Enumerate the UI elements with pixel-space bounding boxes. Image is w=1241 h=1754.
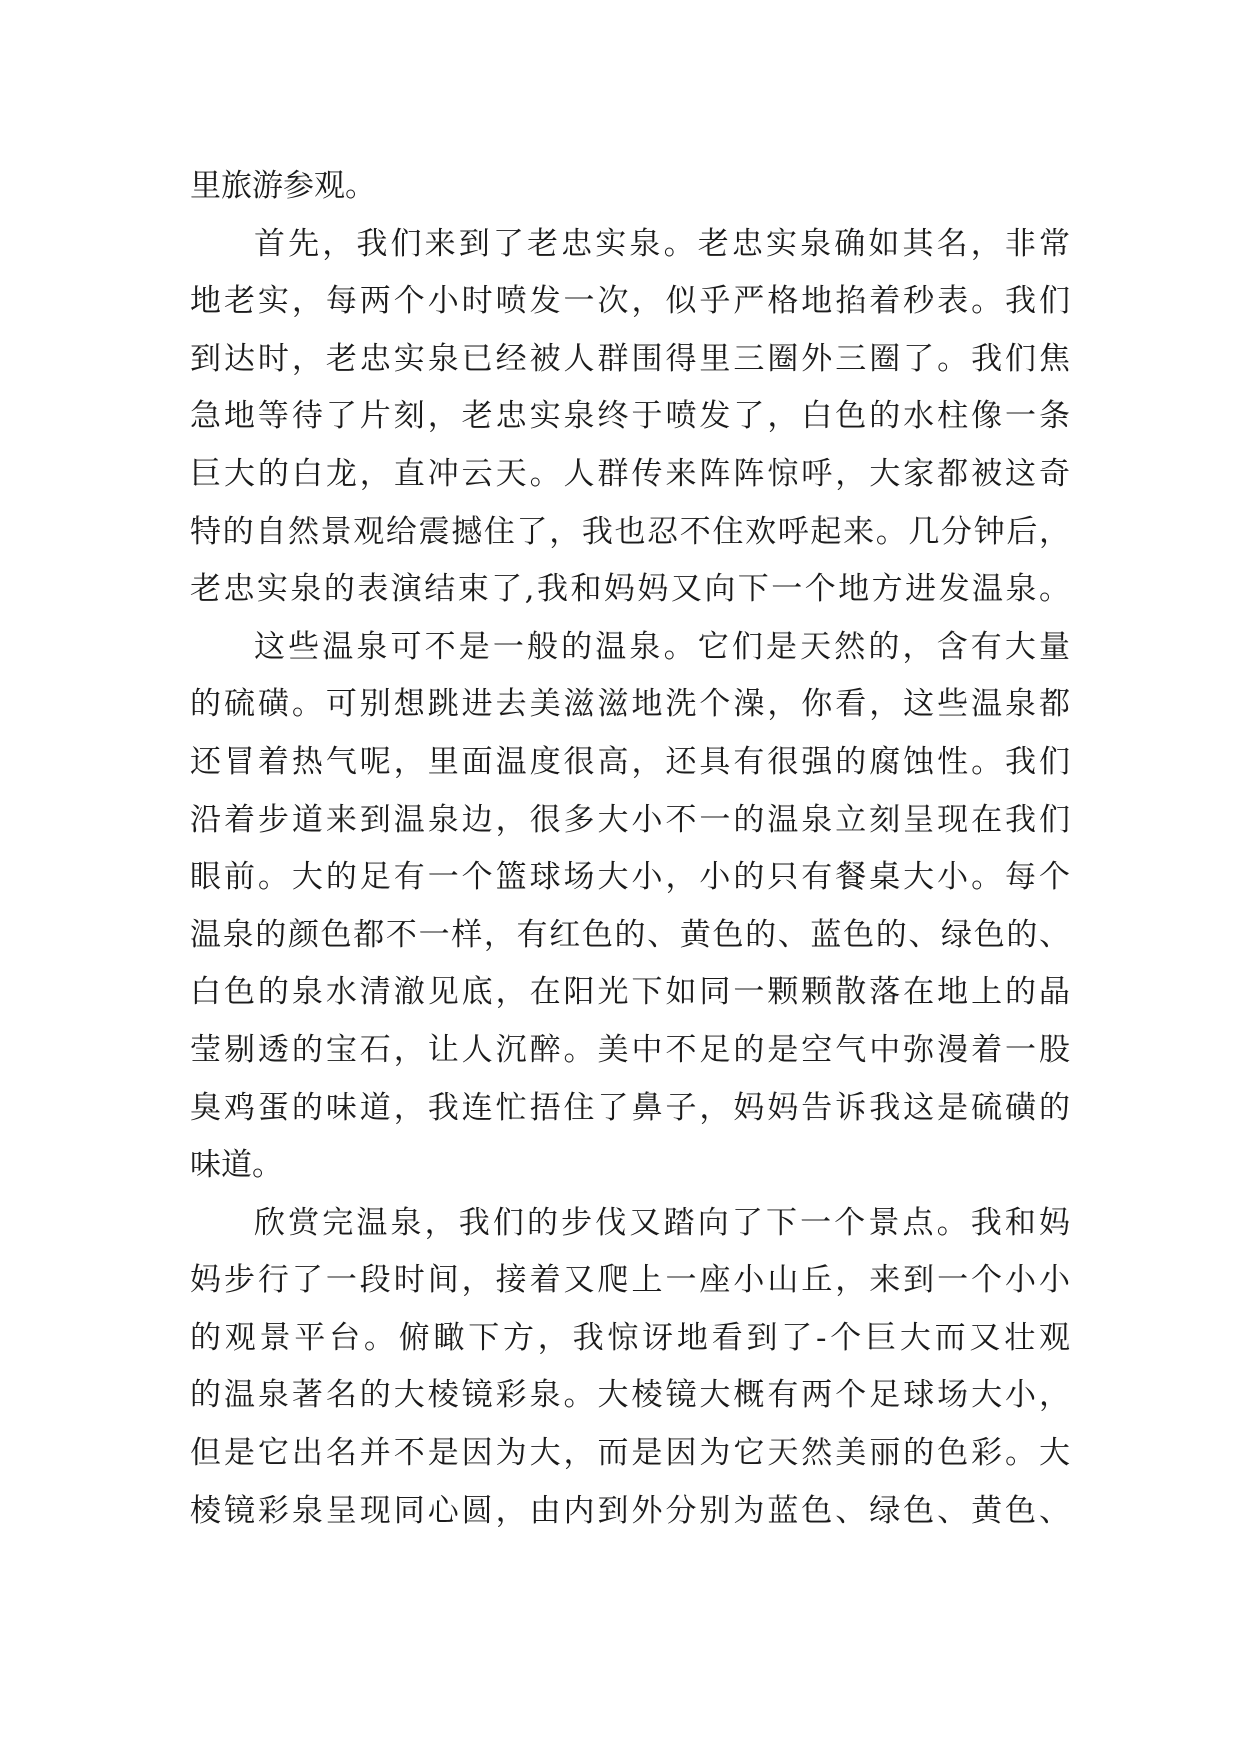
text-line: 沿着步道来到温泉边，很多大小不一的温泉立刻呈现在我们 [190,801,1070,838]
text-line: 还冒着热气呢，里面温度很高，还具有很强的腐蚀性。我们 [190,743,1070,780]
text-line: 的观景平台。俯瞰下方，我惊讶地看到了-个巨大而又壮观 [190,1319,1070,1356]
text-line: 这些温泉可不是一般的温泉。它们是天然的，含有大量 [254,628,1070,665]
text-line: 老忠实泉的表演结束了,我和妈妈又向下一个地方进发温泉。 [190,571,1070,608]
text-line: 到达时，老忠实泉已经被人群围得里三圈外三圈了。我们焦 [190,340,1070,377]
text-line: 里旅游参观。 [190,168,376,204]
text-line: 妈步行了一段时间，接着又爬上一座小山丘，来到一个小小 [190,1262,1070,1299]
text-line: 眼前。大的足有一个篮球场大小，小的只有餐桌大小。每个 [190,859,1070,896]
text-line: 但是它出名并不是因为大，而是因为它天然美丽的色彩。大 [190,1435,1070,1472]
text-line: 白色的泉水清澈见底，在阳光下如同一颗颗散落在地上的晶 [190,974,1070,1011]
text-line: 首先，我们来到了老忠实泉。老忠实泉确如其名，非常 [254,225,1070,262]
text-line: 急地等待了片刻，老忠实泉终于喷发了，白色的水柱像一条 [190,398,1070,435]
text-line: 欣赏完温泉，我们的步伐又踏向了下一个景点。我和妈 [254,1204,1070,1241]
text-line: 莹剔透的宝石，让人沉醉。美中不足的是空气中弥漫着一股 [190,1031,1070,1068]
body-text [190,158,1070,1540]
text-line: 臭鸡蛋的味道，我连忙捂住了鼻子，妈妈告诉我这是硫磺的 [190,1089,1070,1126]
text-line: 温泉的颜色都不一样，有红色的、黄色的、蓝色的、绿色的、 [190,916,1070,953]
text-line: 的硫磺。可别想跳进去美滋滋地洗个澡，你看，这些温泉都 [190,686,1070,723]
text-line: 味道。 [190,1147,283,1184]
text-line: 巨大的白龙，直冲云天。人群传来阵阵惊呼，大家都被这奇 [190,455,1070,492]
text-line: 特的自然景观给震撼住了，我也忍不住欢呼起来。几分钟后， [190,513,1070,550]
text-line: 的温泉著名的大棱镜彩泉。大棱镜大概有两个足球场大小， [190,1377,1070,1414]
text-line: 棱镜彩泉呈现同心圆，由内到外分别为蓝色、绿色、黄色、 [190,1492,1070,1529]
text-line: 地老实，每两个小时喷发一次，似乎严格地掐着秒表。我们 [190,283,1070,320]
